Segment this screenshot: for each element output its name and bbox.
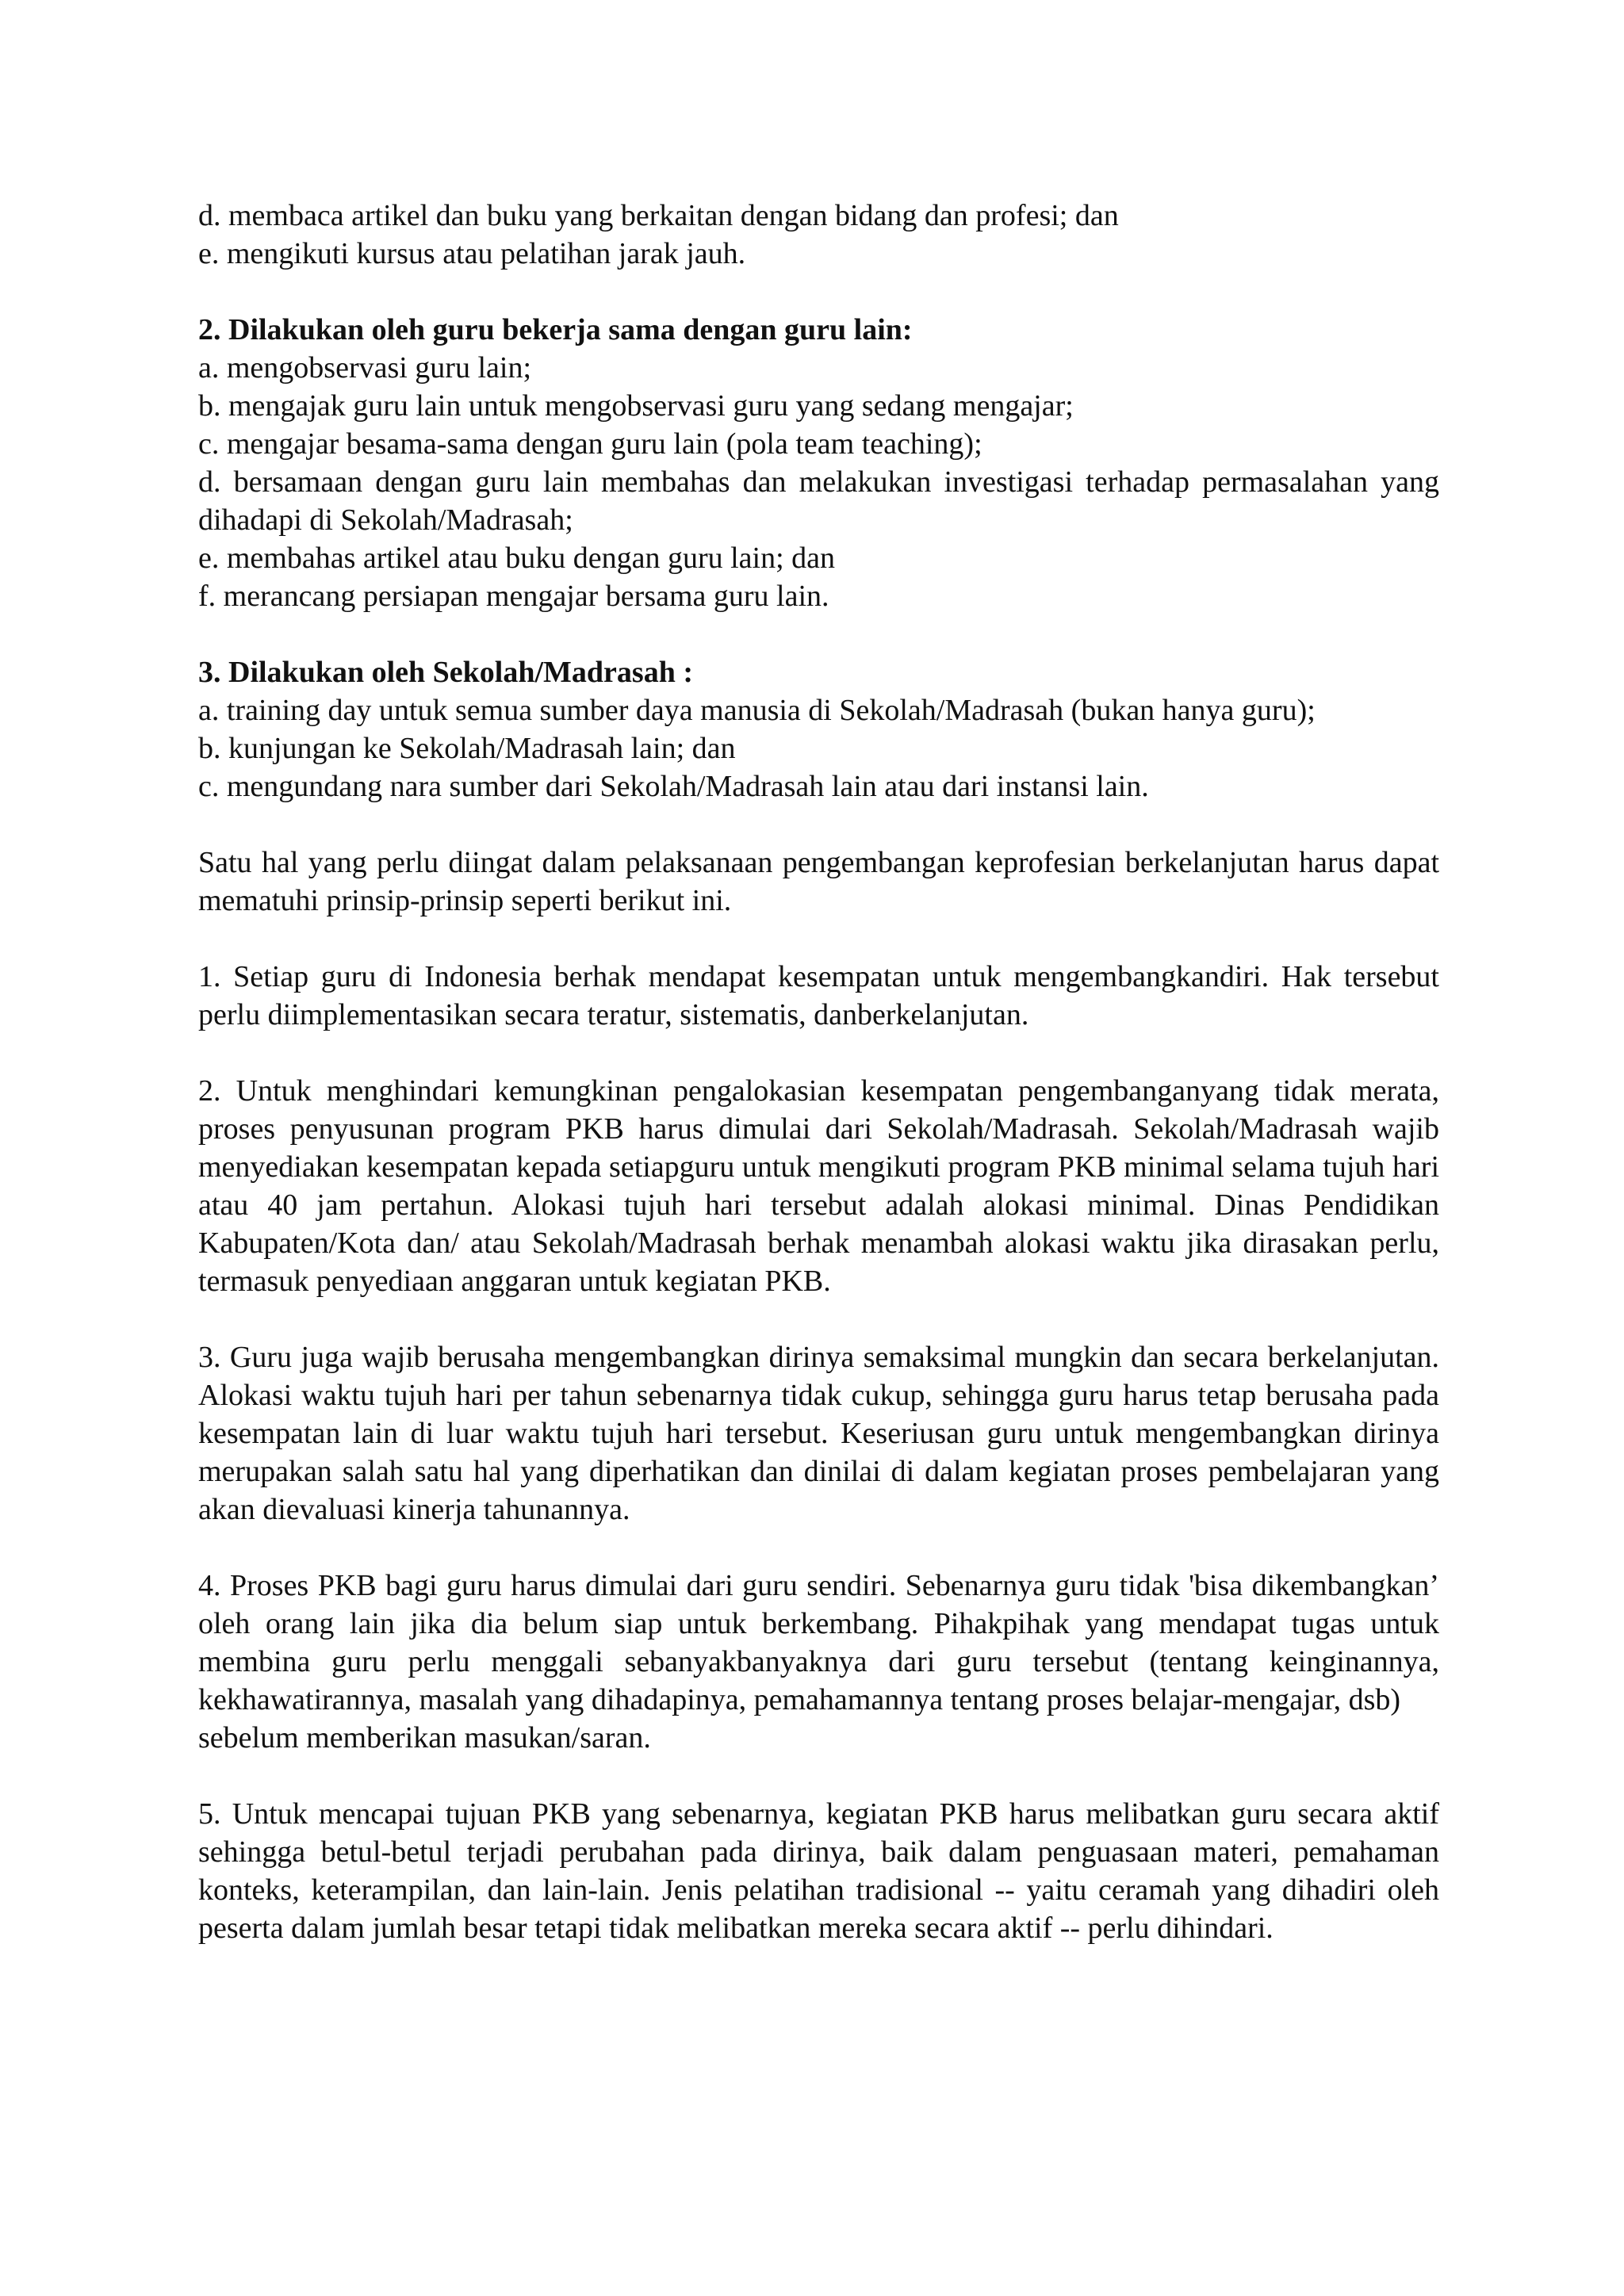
document-body	[198, 197, 1439, 1947]
spacer	[198, 615, 1439, 653]
list-item: b. mengajak guru lain untuk mengobservasi guru yang sedang mengajar;	[198, 389, 1074, 423]
list-item: e. membahas artikel atau buku dengan guru lain; dan	[198, 541, 836, 575]
spacer	[198, 920, 1439, 958]
spacer	[198, 1034, 1439, 1072]
principle-continuation: sebelum memberikan masukan/saran.	[198, 1721, 651, 1755]
section-2-heading: 2. Dilakukan oleh guru bekerja sama dengan guru lain:	[198, 313, 913, 346]
section-3-heading: 3. Dilakukan oleh Sekolah/Madrasah :	[198, 656, 693, 689]
list-item: c. mengajar besama-sama dengan guru lain (pola team teaching);	[198, 427, 982, 461]
list-item: b. kunjungan ke Sekolah/Madrasah lain; dan	[198, 732, 736, 765]
list-item: c. mengundang nara sumber dari Sekolah/Madrasah lain atau dari instansi lain.	[198, 770, 1149, 803]
section-2	[198, 311, 1439, 615]
principle-paragraph: 2. Untuk menghindari kemungkinan pengalokasian kesempatan pengembanganyang tidak merata, proses penyusunan program PKB harus dimulai dari Sekolah/Madrasah. Sekolah/Madrasah wajib menyediakan kesempatan kepada setiapguru untuk mengikuti program PKB minimal selama tujuh hari atau 40 jam pertahun. Alokasi tujuh hari tersebut adalah alokasi minimal. Dinas Pendidikan Kabupaten/Kota dan/ atau Sekolah/Madrasah berhak menambah alokasi waktu jika dirasakan perlu, termasuk penyediaan anggaran untuk kegiatan PKB.	[198, 1074, 1439, 1298]
spacer	[198, 1529, 1439, 1567]
spacer	[198, 806, 1439, 844]
principle-paragraph: 5. Untuk mencapai tujuan PKB yang sebenarnya, kegiatan PKB harus melibatkan guru secara aktif sehingga betul-betul terjadi perubahan pada dirinya, baik dalam penguasaan materi, pemahaman konteks, keterampilan, dan lain-lain. Jenis pelatihan tradisional -- yaitu ceramah yang dihadiri oleh peserta dalam jumlah besar tetapi tidak melibatkan mereka secara aktif -- perlu dihindari.	[198, 1797, 1439, 1945]
intro-paragraph: Satu hal yang perlu diingat dalam pelaksanaan pengembangan keprofesian berkelanjutan harus dapat mematuhi prinsip-prinsip seperti berikut ini.	[198, 846, 1439, 917]
list-item: d. bersamaan dengan guru lain membahas dan melakukan investigasi terhadap permasalahan yang dihadapi di Sekolah/Madrasah;	[198, 465, 1439, 537]
list-item: d. membaca artikel dan buku yang berkaitan dengan bidang dan profesi; dan	[198, 199, 1119, 232]
principle-paragraph: 3. Guru juga wajib berusaha mengembangkan dirinya semaksimal mungkin dan secara berkelanjutan. Alokasi waktu tujuh hari per tahun sebenarnya tidak cukup, sehingga guru harus tetap berusaha pada kesempatan lain di luar waktu tujuh hari tersebut. Keseriusan guru untuk mengembangkan dirinya merupakan salah satu hal yang diperhatikan dan dinilai di dalam kegiatan proses pembelajaran yang akan dievaluasi kinerja tahunannya.	[198, 1341, 1439, 1526]
spacer	[198, 1757, 1439, 1795]
list-1-tail	[198, 197, 1439, 273]
list-item: e. mengikuti kursus atau pelatihan jarak jauh.	[198, 237, 746, 270]
principle-paragraph: 1. Setiap guru di Indonesia berhak mendapat kesempatan untuk mengembangkandiri. Hak tersebut perlu diimplementasikan secara teratur, sistematis, danberkelanjutan.	[198, 960, 1439, 1031]
spacer	[198, 1300, 1439, 1338]
principle-paragraph: 4. Proses PKB bagi guru harus dimulai dari guru sendiri. Sebenarnya guru tidak 'bisa dikembangkan’ oleh orang lain jika dia belum siap untuk berkembang. Pihakpihak yang mendapat tugas untuk membina guru perlu menggali sebanyakbanyaknya dari guru tersebut (tentang keinginannya, kekhawatirannya, masalah yang dihadapinya, pemahamannya tentang proses belajar-mengajar, dsb)	[198, 1569, 1439, 1716]
spacer	[198, 273, 1439, 311]
list-item: a. training day untuk semua sumber daya manusia di Sekolah/Madrasah (bukan hanya guru);	[198, 694, 1316, 727]
section-3	[198, 653, 1439, 806]
list-item: f. merancang persiapan mengajar bersama guru lain.	[198, 580, 829, 613]
list-item: a. mengobservasi guru lain;	[198, 351, 532, 385]
